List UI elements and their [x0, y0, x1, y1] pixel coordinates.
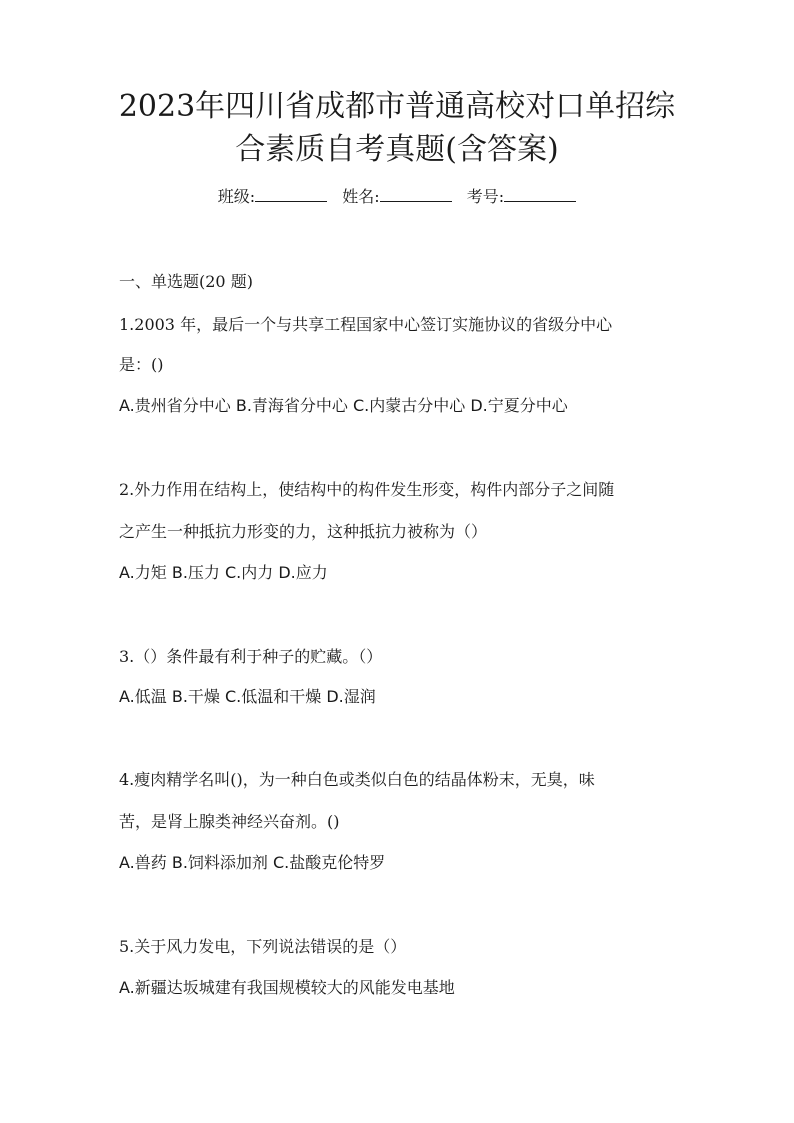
document-title-line-1: 2023年四川省成都市普通高校对口单招综	[118, 89, 676, 124]
exam-no-label: 考号:	[466, 187, 505, 206]
section-heading: 一、单选题(20 题)	[119, 272, 253, 291]
question-3-stem-line-1: 3.（）条件最有利于种子的贮藏。（）	[119, 647, 383, 666]
document-title-line-2: 合素质自考真题(含答案)	[235, 132, 559, 167]
question-4-options: A.兽药 B.饲料添加剂 C.盐酸克伦特罗	[119, 853, 386, 872]
student-info-row	[0, 186, 794, 208]
class-label: 班级:	[217, 187, 256, 206]
question-1-stem-line-2: 是：()	[119, 355, 164, 374]
question-2-options: A.力矩 B.压力 C.内力 D.应力	[119, 563, 328, 582]
question-3-options: A.低温 B.干燥 C.低温和干燥 D.湿润	[119, 687, 376, 706]
question-2-stem-line-2: 之产生一种抵抗力形变的力，这种抵抗力被称为（）	[119, 522, 488, 541]
exam-no-blank	[504, 187, 576, 202]
class-blank	[255, 187, 327, 202]
question-5-stem-line-1: 5.关于风力发电，下列说法错误的是（）	[119, 937, 407, 956]
name-label: 姓名:	[342, 187, 380, 206]
question-2-stem-line-1: 2.外力作用在结构上，使结构中的构件发生形变，构件内部分子之间随	[119, 480, 615, 499]
question-1-options: A.贵州省分中心 B.青海省分中心 C.内蒙古分中心 D.宁夏分中心	[119, 396, 568, 415]
question-1-stem-line-1: 1.2003 年，最后一个与共享工程国家中心签订实施协议的省级分中心	[119, 315, 613, 334]
name-blank	[380, 187, 452, 202]
question-4-stem-line-2: 苦，是肾上腺类神经兴奋剂。()	[119, 812, 340, 831]
question-5-options: A.新疆达坂城建有我国规模较大的风能发电基地	[119, 978, 455, 997]
question-4-stem-line-1: 4.瘦肉精学名叫()，为一种白色或类似白色的结晶体粉末，无臭，味	[119, 770, 595, 789]
